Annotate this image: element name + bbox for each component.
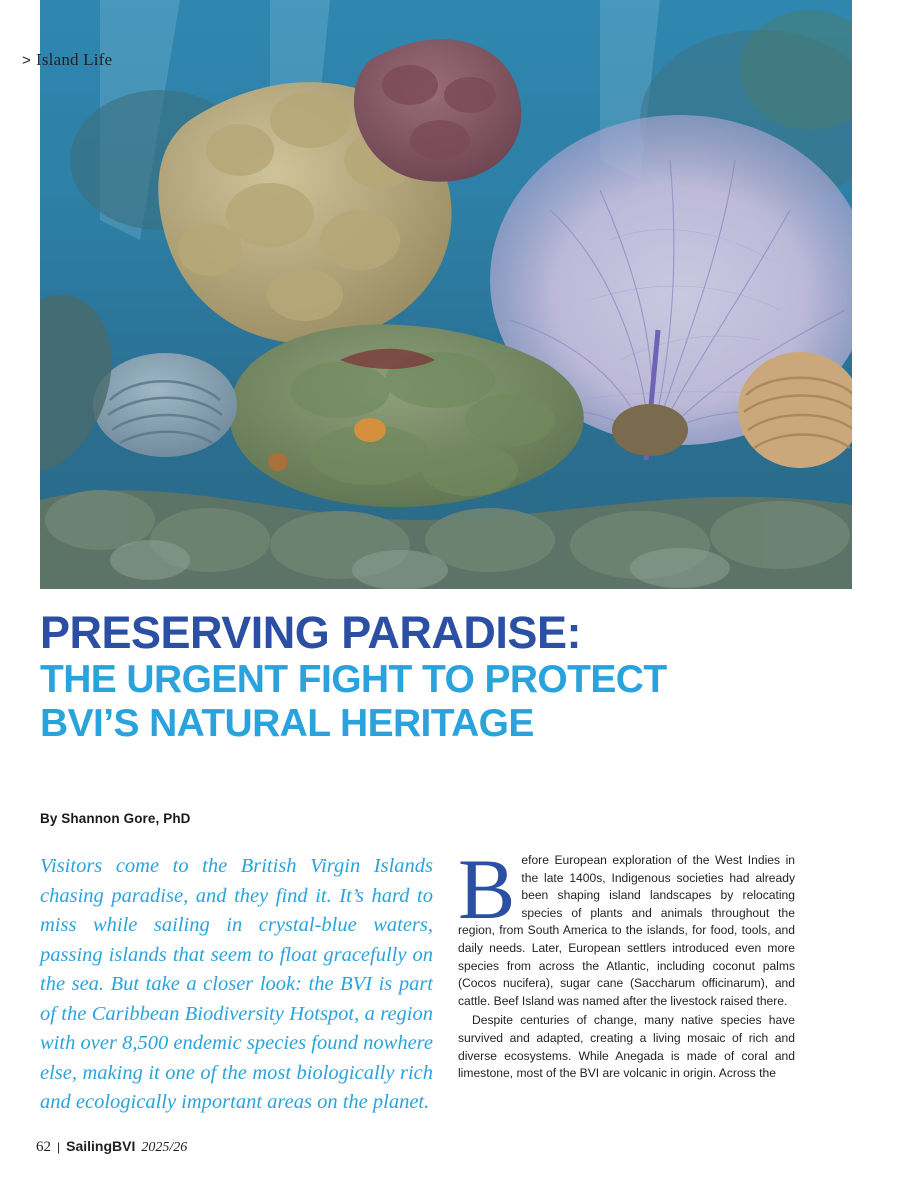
publication-name: SailingBVI <box>66 1138 136 1154</box>
section-label <box>22 50 112 70</box>
footer-separator: | <box>57 1140 61 1154</box>
headline-secondary: THE URGENT FIGHT TO PROTECT BVI’S NATURAL HERITAGE <box>40 658 667 745</box>
drop-cap: B <box>458 841 516 937</box>
edition-year: 2025/26 <box>141 1140 188 1155</box>
page-footer <box>36 1138 187 1156</box>
standfirst-paragraph: Visitors come to the British Virgin Islands chasing paradise, and they find it. It’s hard to miss while sailing in crystal-blue waters, passing islands that seem to float gracefully on the sea. But take a closer look: the BVI is part of the Caribbean Biodiversity Hotspot, a region with over 8,500 endemic species found nowhere else, making it one of the most biologically rich and ecologically important areas on the planet. <box>40 855 433 1113</box>
coral-reef-photo <box>40 0 852 589</box>
body-paragraph-2: Despite centuries of change, many native species have survived and adapted, creating a living mosaic of rich and diverse ecosystems. While Anegada is made of coral and limestone, most of the BVI are volcanic in origin. Across the <box>458 1013 795 1081</box>
body-paragraph-1-text: efore European exploration of the West Indies in the late 1400s, Indigenous societies had already been shaping island landscapes by relocating species of plants and animals throughout the region, from South America to the islands, for food, tools, and daily needs. Later, European settlers introduced even more species from across the Atlantic, including coconut palms (Cocos nucifera), sugar cane (Saccharum officinarum), and cattle. Beef Island was named after the livestock raised there. <box>458 853 795 1008</box>
right-column <box>458 841 795 1083</box>
chevron-right-icon: > <box>22 52 31 69</box>
headline-primary: PRESERVING PARADISE: <box>40 607 581 658</box>
article-byline: By Shannon Gore, PhD <box>40 811 191 826</box>
hero-image <box>40 0 852 589</box>
body-paragraph-1 <box>458 841 795 1010</box>
section-label-text: Island Life <box>35 50 113 69</box>
article-headline <box>40 608 800 746</box>
page-number: 62 <box>36 1139 51 1155</box>
left-column <box>40 852 433 1118</box>
